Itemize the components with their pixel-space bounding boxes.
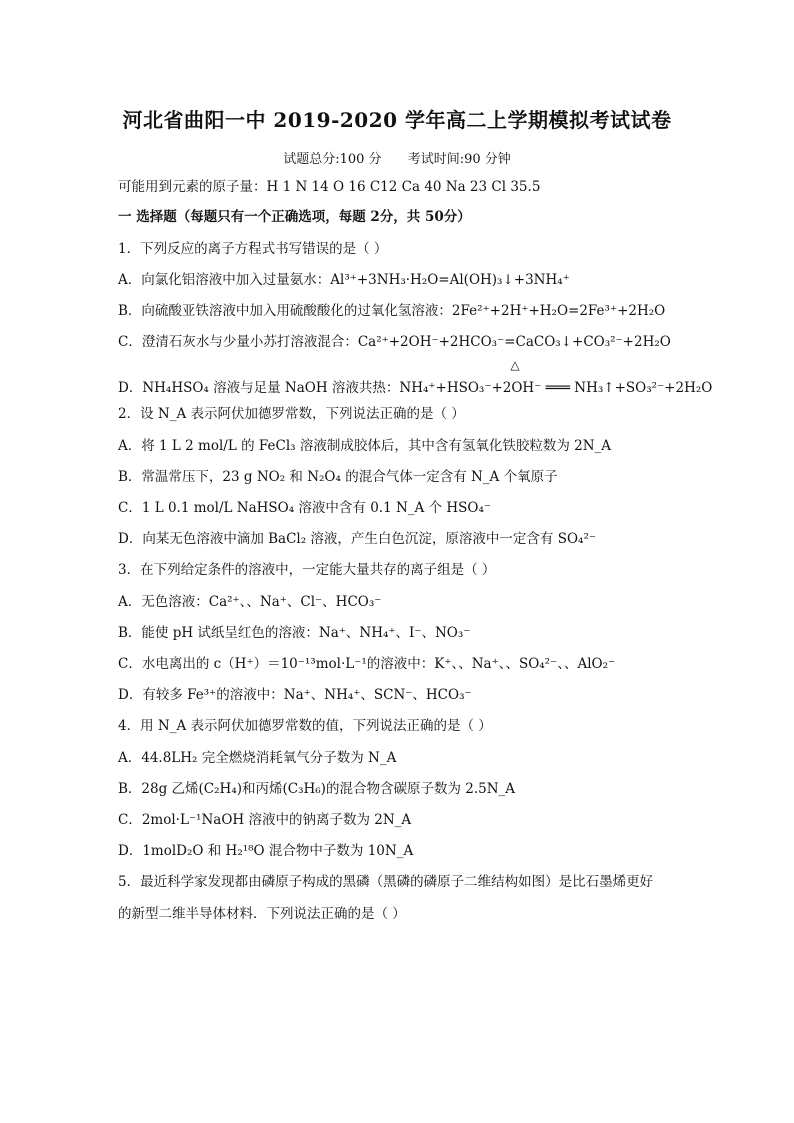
section-title: 一 选择题（每题只有一个正确选项，每题 2分，共 50分） xyxy=(118,209,471,225)
question-option: C．2mol·L⁻¹NaOH 溶液中的钠离子数为 2N_A xyxy=(118,812,412,828)
question-stem: 1．下列反应的离子方程式书写错误的是（ ） xyxy=(118,241,388,257)
question-stem: 4．用 N_A 表示阿伏加德罗常数的值，下列说法正确的是（ ） xyxy=(118,718,492,734)
question-option: A．44.8LH₂ 完全燃烧消耗氧气分子数为 N_A xyxy=(118,750,397,766)
atomic-mass-line: 可能用到元素的原子量：H 1 N 14 O 16 C12 Ca 40 Na 23 Cl 35.5 xyxy=(118,179,541,195)
question-stem: 5．最近科学家发现都由磷原子构成的黑磷（黑磷的磷原子二维结构如图）是比石墨烯更好 xyxy=(118,874,654,890)
question-option: D．1molD₂O 和 H₂¹⁸O 混合物中子数为 10N_A xyxy=(118,843,414,859)
question-option: B．能使 pH 试纸呈红色的溶液：Na⁺、NH₄⁺、I⁻、NO₃⁻ xyxy=(118,625,471,641)
question-option: B．常温常压下，23 g NO₂ 和 N₂O₄ 的混合气体一定含有 N_A 个氧原子 xyxy=(118,469,558,485)
question-option: C．澄清石灰水与少量小苏打溶液混合：Ca²⁺+2OH⁻+2HCO₃⁻=CaCO₃↓+CO₃²⁻+2H₂O xyxy=(118,334,671,350)
question-option: A．向氯化铝溶液中加入过量氨水：Al³⁺+3NH₃·H₂O=Al(OH)₃↓+3NH₄⁺ xyxy=(118,272,570,288)
question-option: C．1 L 0.1 mol/L NaHSO₄ 溶液中含有 0.1 N_A 个 HSO₄⁻ xyxy=(118,500,492,516)
exam-time: 考试时间:90 分钟 xyxy=(407,152,511,167)
heating-condition: △ xyxy=(510,358,520,372)
exam-title: 河北省曲阳一中 2019-2020 学年高二上学期模拟考试试卷 xyxy=(122,108,672,132)
question-stem: 3．在下列给定条件的溶液中，一定能大量共存的离子组是（ ） xyxy=(118,562,496,578)
question-stem: 2．设 N_A 表示阿伏加德罗常数，下列说法正确的是（ ） xyxy=(118,406,465,422)
question-option: D．NH₄HSO₄ 溶液与足量 NaOH 溶液共热：NH₄⁺+HSO₃⁻+2OH⁻ ═══ NH₃↑+SO₃²⁻+2H₂O xyxy=(118,380,713,396)
question-option: B．28g 乙烯(C₂H₄)和丙烯(C₃H₆)的混合物含碳原子数为 2.5N_A xyxy=(118,781,516,797)
question-option: A．无色溶液：Ca²⁺、、Na⁺、Cl⁻、HCO₃⁻ xyxy=(118,594,382,610)
question-option: B．向硫酸亚铁溶液中加入用硫酸酸化的过氧化氢溶液：2Fe²⁺+2H⁺+H₂O=2Fe³⁺+2H₂O xyxy=(118,303,666,319)
exam-info xyxy=(0,148,794,167)
question-option: A．将 1 L 2 mol/L 的 FeCl₃ 溶液制成胶体后，其中含有氢氧化铁胶粒数为 2N_A xyxy=(118,438,612,454)
question-option: C．水电离出的 c（H⁺）＝10⁻¹³mol·L⁻¹的溶液中：K⁺、、Na⁺、、SO₄²⁻、、AlO₂⁻ xyxy=(118,656,616,672)
question-stem-continued: 的新型二维半导体材料．下列说法正确的是（ ） xyxy=(118,906,406,922)
question-option: D．有较多 Fe³⁺的溶液中：Na⁺、NH₄⁺、SCN⁻、HCO₃⁻ xyxy=(118,687,472,703)
question-option: D．向某无色溶液中滴加 BaCl₂ 溶液，产生白色沉淀，原溶液中一定含有 SO₄²⁻ xyxy=(118,531,596,547)
total-score: 试题总分:100 分 xyxy=(283,152,382,167)
